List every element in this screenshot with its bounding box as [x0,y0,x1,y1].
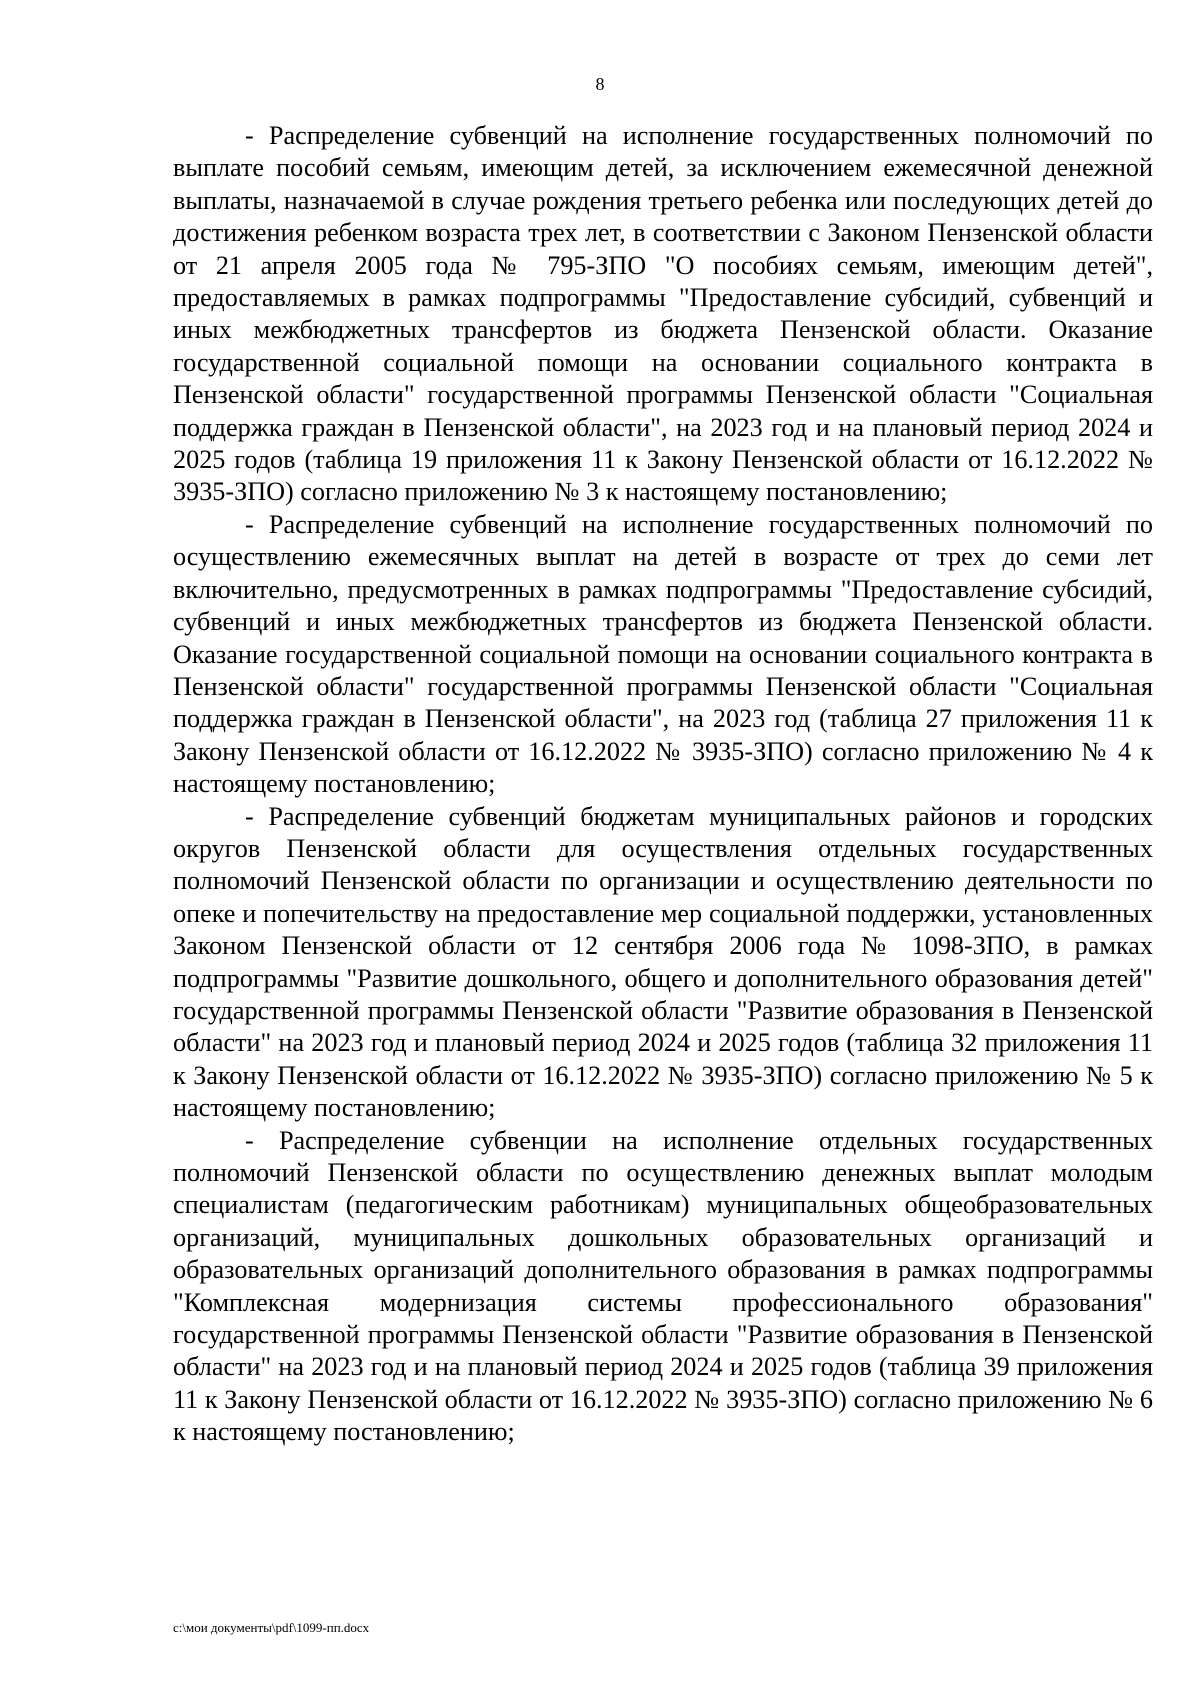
paragraph-appendix-4: - Распределение субвенций на исполнение государственных полномочий по осуществлению ежемесячных выплат на детей в возрасте от трех до семи лет включительно, предусмотренных в рамках подпрограммы "Предоставление субсидий, субвенций и иных межбюджетных трансфертов из бюджета Пензенской области. Оказание государственной социальной помощи на основании социального контракта в Пензенской области" государственной программы Пензенской области "Социальная поддержка граждан в Пензенской области", на 2023 год (таблица 27 приложения 11 к Закону Пензенской области от 16.12.2022 № 3935-ЗПО) согласно приложению № 4 к настоящему постановлению; [173,509,1153,799]
footer-file-path: c:\мои документы\pdf\1099-пп.docx [173,1620,370,1635]
page-number: 8 [595,74,605,94]
paragraph-appendix-3: - Распределение субвенций на исполнение государственных полномочий по выплате пособий семьям, имеющим детей, за исключением ежемесячной денежной выплаты, назначаемой в случае рождения третьего ребенка или последующих детей до достижения ребенком возраста трех лет, в соответствии с Законом Пензенской области от 21 апреля 2005 года № 795-ЗПО "О пособиях семьям, имеющим детей", предоставляемых в рамках подпрограммы "Предоставление субсидий, субвенций и иных межбюджетных трансфертов из бюджета Пензенской области. Оказание государственной социальной помощи на основании социального контракта в Пензенской области" государственной программы Пензенской области "Социальная поддержка граждан в Пензенской области", на 2023 год и на плановый период 2024 и 2025 годов (таблица 19 приложения 11 к Закону Пензенской области от 16.12.2022 № 3935-ЗПО) согласно приложению № 3 к настоящему постановлению; [173,121,1153,507]
paragraph-appendix-6: - Распределение субвенции на исполнение отдельных государственных полномочий Пензенской области по осуществлению денежных выплат молодым специалистам (педагогическим работникам) муниципальных общеобразовательных организаций, муниципальных дошкольных образовательных организаций и образовательных организаций дополнительного образования в рамках подпрограммы "Комплексная модернизация системы профессионального образования" государственной программы Пензенской области "Развитие образования в Пензенской области" на 2023 год и на плановый период 2024 и 2025 годов (таблица 39 приложения 11 к Закону Пензенской области от 16.12.2022 № 3935-ЗПО) согласно приложению № 6 к настоящему постановлению; [173,1125,1153,1447]
paragraph-appendix-5: - Распределение субвенций бюджетам муниципальных районов и городских округов Пензенской области для осуществления отдельных государственных полномочий Пензенской области по организации и осуществлению деятельности по опеке и попечительству на предоставление мер социальной поддержки, установленных Законом Пензенской области от 12 сентября 2006 года № 1098-ЗПО, в рамках подпрограммы "Развитие дошкольного, общего и дополнительного образования детей" государственной программы Пензенской области "Развитие образования в Пензенской области" на 2023 год и плановый период 2024 и 2025 годов (таблица 32 приложения 11 к Закону Пензенской области от 16.12.2022 № 3935-ЗПО) согласно приложению № 5 к настоящему постановлению; [173,801,1153,1123]
document-body [173,120,1153,1449]
